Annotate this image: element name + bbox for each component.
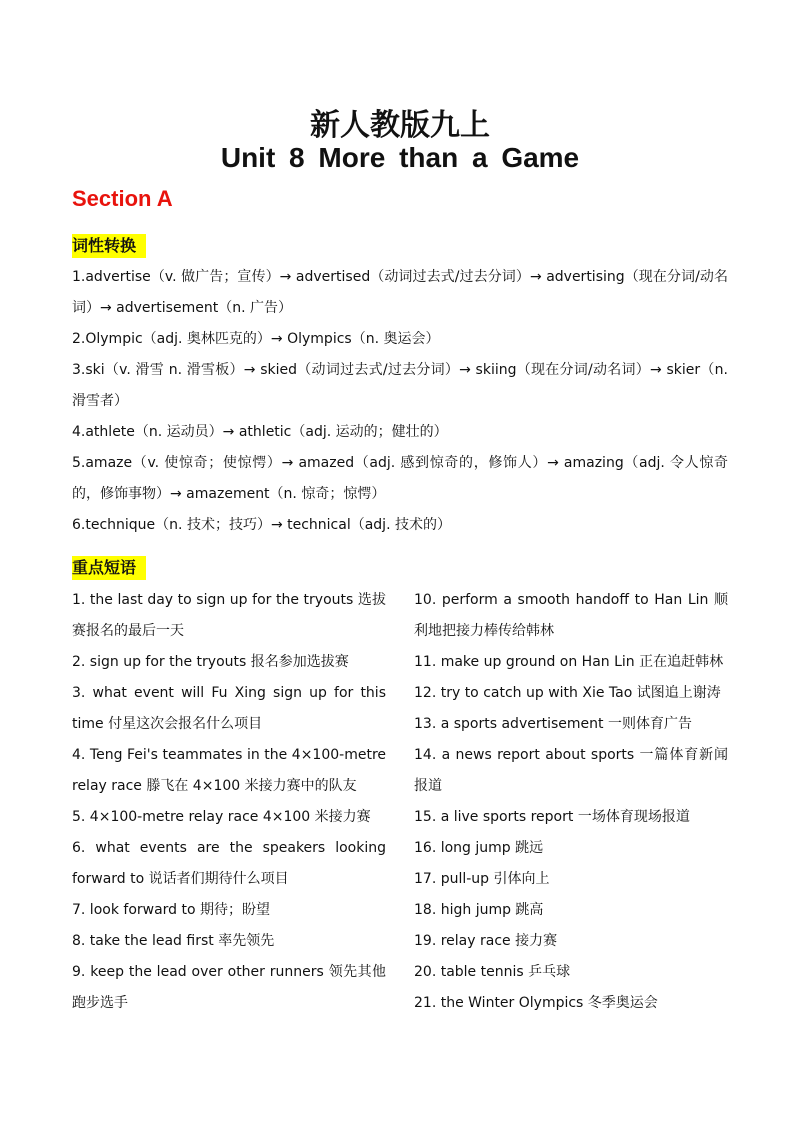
phrase-item: 9. keep the lead over other runners 领先其他跑步选手 [72,964,386,1011]
phrase-item: 19. relay race 接力赛 [414,933,558,949]
phrases-heading: 重点短语 [72,556,146,580]
phrase-item: 13. a sports advertisement 一则体育广告 [414,716,692,732]
phrase-item: 5. 4×100-metre relay race 4×100 米接力赛 [72,809,371,825]
phrase-item: 3. what event will Fu Xing sign up for this time 付星这次会报名什么项目 [72,685,386,732]
phrase-item: 1. the last day to sign up for the tryouts 选拔赛报名的最后一天 [72,592,386,639]
phrase-item: 16. long jump 跳远 [414,840,544,856]
word-form-item: 3.ski（v. 滑雪 n. 滑雪板）→ skied（动词过去式/过去分词）→ skiing（现在分词/动名词）→ skier（n. 滑雪者） [72,362,728,409]
unit-title: Unit 8 More than a Game [220,142,580,173]
phrase-item: 4. Teng Fei's teammates in the 4×100-metre relay race 滕飞在 4×100 米接力赛中的队友 [72,747,386,794]
page-title: 新人教版九上 [310,108,490,143]
phrase-item: 12. try to catch up with Xie Tao 试图追上谢涛 [414,685,721,701]
phrase-item: 18. high jump 跳高 [414,902,544,918]
word-forms-list [72,262,728,541]
phrase-item: 21. the Winter Olympics 冬季奥运会 [414,995,658,1011]
phrase-item: 14. a news report about sports 一篇体育新闻报道 [414,747,728,794]
word-form-item: 1.advertise（v. 做广告；宣传）→ advertised（动词过去式/过去分词）→ advertising（现在分词/动名词）→ advertisement（n. 广告） [72,269,728,316]
word-forms-heading: 词性转换 [72,234,146,258]
word-form-item: 6.technique（n. 技术；技巧）→ technical（adj. 技术的） [72,517,451,533]
word-form-item: 4.athlete（n. 运动员）→ athletic（adj. 运动的；健壮的） [72,424,448,440]
phrase-item: 11. make up ground on Han Lin 正在追赶韩林 [414,654,724,670]
phrase-item: 2. sign up for the tryouts 报名参加选拔赛 [72,654,349,670]
phrase-item: 15. a live sports report 一场体育现场报道 [414,809,690,825]
phrase-item: 8. take the lead first 率先领先 [72,933,275,949]
phrase-item: 20. table tennis 乒乓球 [414,964,571,980]
word-form-item: 5.amaze（v. 使惊奇；使惊愕）→ amazed（adj. 感到惊奇的，修饰人）→ amazing（adj. 令人惊奇的，修饰事物）→ amazement（n. 惊奇；惊愕） [72,455,728,502]
phrase-item: 10. perform a smooth handoff to Han Lin 顺利地把接力棒传给韩林 [414,592,728,639]
phrases-left-column [72,585,386,1019]
phrase-item: 7. look forward to 期待；盼望 [72,902,271,918]
phrases-right-column [414,585,728,1019]
section-heading: Section A [72,186,173,211]
phrase-item: 17. pull-up 引体向上 [414,871,550,887]
phrase-item: 6. what events are the speakers looking forward to 说话者们期待什么项目 [72,840,386,887]
word-form-item: 2.Olympic（adj. 奥林匹克的）→ Olympics（n. 奥运会） [72,331,440,347]
